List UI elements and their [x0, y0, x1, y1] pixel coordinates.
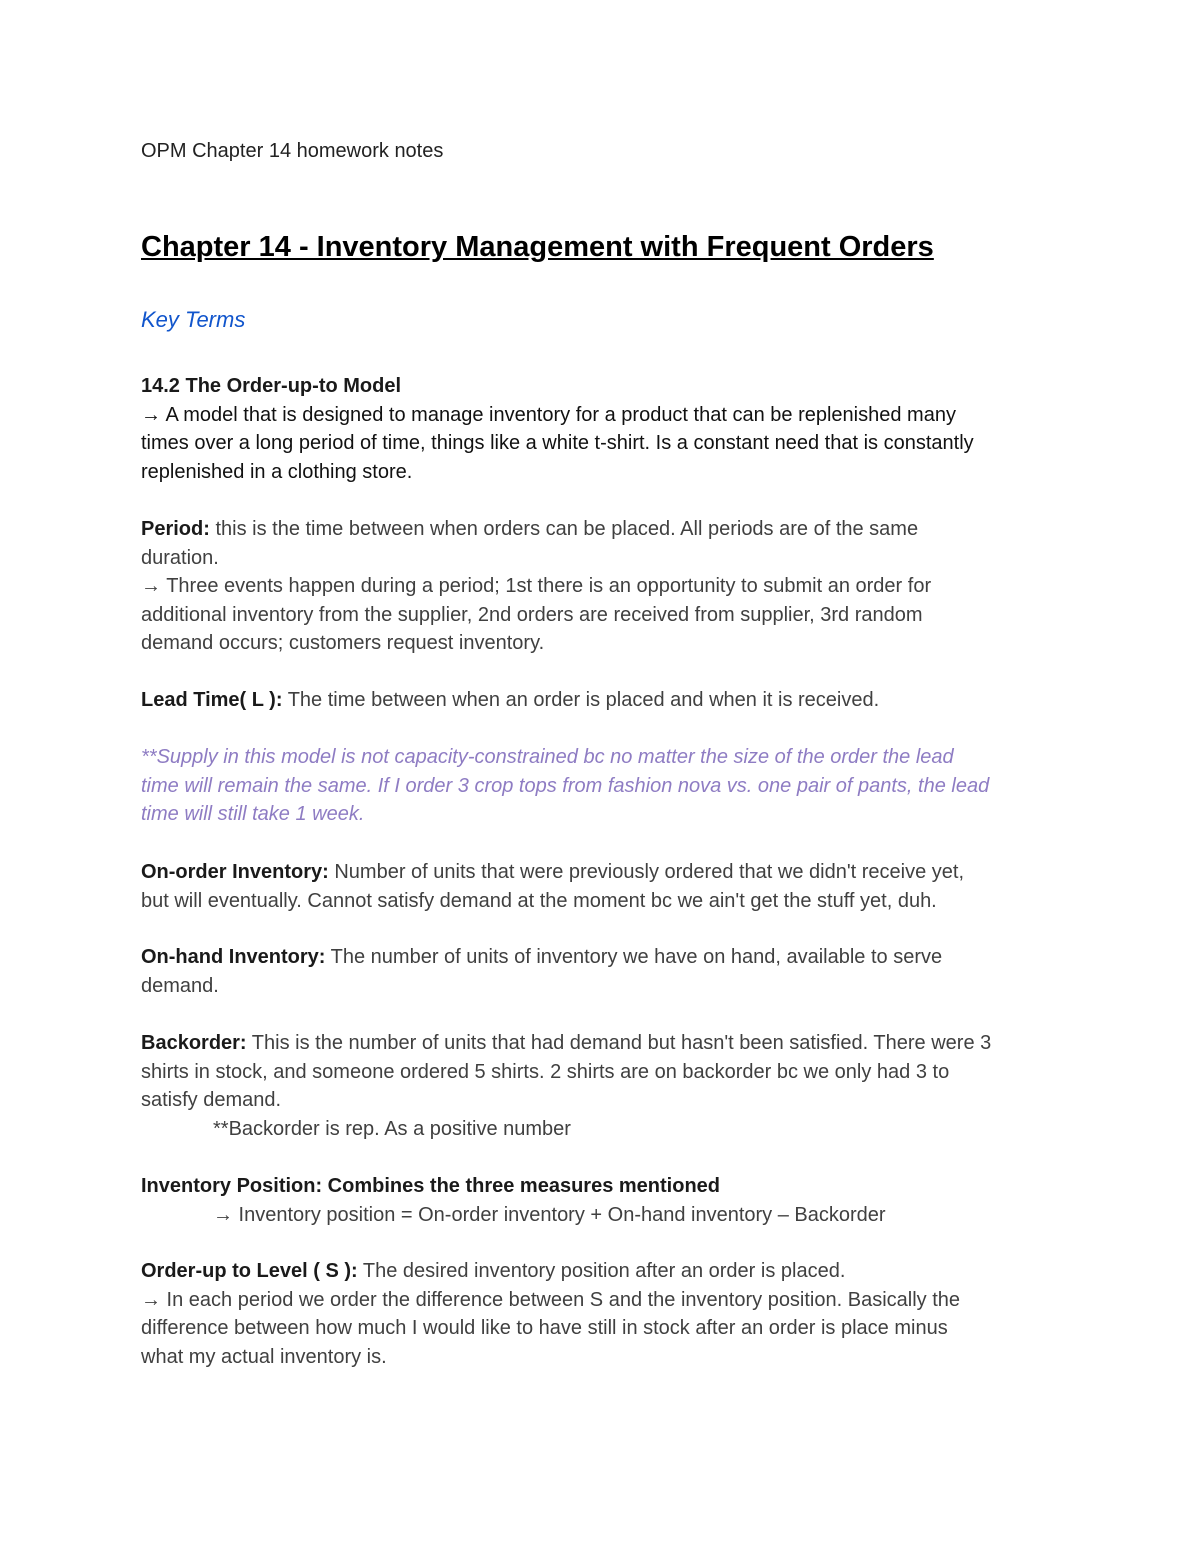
note-line: **Supply in this model is not capacity-constrained bc no matter the size of the order the lead: [141, 746, 954, 768]
paragraph-line: → In each period we order the difference between S and the inventory position. Basically the: [141, 1288, 961, 1311]
section-heading: 14.2 The Order-up-to Model: [141, 375, 402, 397]
term-on-hand-inventory: [141, 943, 942, 1000]
term-label: Order-up to Level ( S ):: [141, 1260, 358, 1282]
term-backorder: [141, 1029, 991, 1143]
formula-line: → Inventory position = On-order inventory + On-hand inventory – Backorder: [213, 1203, 886, 1226]
term-order-up-to-level: [141, 1257, 960, 1371]
term-line: [141, 1029, 991, 1058]
term-period: [141, 515, 931, 658]
paragraph-line: → A model that is designed to manage inventory for a product that can be replenished many: [141, 403, 956, 426]
term-definition: The number of units of inventory we have on hand, available to serve: [325, 946, 943, 968]
term-label: Backorder:: [141, 1032, 247, 1054]
document-title: Chapter 14 - Inventory Management with Frequent Orders: [141, 231, 934, 263]
paragraph-line: but will eventually. Cannot satisfy demand at the moment bc we ain't get the stuff yet, duh.: [141, 889, 937, 912]
paragraph-line: demand occurs; customers request inventory.: [141, 632, 545, 655]
paragraph-line: replenished in a clothing store.: [141, 460, 413, 483]
term-definition: Number of units that were previously ordered that we didn't receive yet,: [328, 861, 965, 883]
term-line: [141, 686, 879, 715]
paragraph-line: additional inventory from the supplier, 2nd orders are received from supplier, 3rd random: [141, 603, 923, 626]
note-line: time will remain the same. If I order 3 crop tops from fashion nova vs. one pair of pants, the lead: [141, 774, 990, 797]
paragraph-line: shirts in stock, and someone ordered 5 shirts. 2 shirts are on backorder bc we only had 3 to: [141, 1060, 950, 1083]
term-line: [141, 943, 942, 972]
note-line: time will still take 1 week.: [141, 803, 365, 826]
term-definition: this is the time between when orders can be placed. All periods are of the same: [209, 518, 919, 540]
paragraph-line: duration.: [141, 546, 219, 569]
supply-note: [141, 743, 989, 829]
term-label: Lead Time( L ):: [141, 689, 283, 711]
term-definition: The desired inventory position after an order is placed.: [357, 1260, 846, 1282]
paragraph-line: times over a long period of time, things like a white t-shirt. Is a constant need that is constantly: [141, 432, 974, 455]
term-label: On-order Inventory:: [141, 861, 329, 883]
term-definition: This is the number of units that had demand but hasn't been satisfied. There were 3: [246, 1032, 992, 1054]
indented-note: **Backorder is rep. As a positive number: [213, 1117, 571, 1140]
paragraph-line: → Three events happen during a period; 1st there is an opportunity to submit an order for: [141, 575, 932, 598]
paragraph-line: satisfy demand.: [141, 1089, 282, 1112]
term-definition: The time between when an order is placed and when it is received.: [282, 689, 880, 711]
term-line: [141, 515, 931, 544]
term-on-order-inventory: [141, 858, 964, 915]
section-order-up-to-model: [141, 372, 974, 486]
term-line: [141, 1257, 960, 1286]
term-line: [141, 858, 964, 887]
paragraph-line: what my actual inventory is.: [141, 1345, 387, 1368]
paragraph-line: demand.: [141, 974, 219, 997]
term-label: Period:: [141, 518, 210, 540]
document-header: OPM Chapter 14 homework notes: [141, 140, 444, 162]
term-label: On-hand Inventory:: [141, 946, 326, 968]
term-heading: Inventory Position: Combines the three measures mentioned: [141, 1175, 721, 1197]
key-terms-heading: Key Terms: [141, 307, 246, 332]
paragraph-line: difference between how much I would like to have still in stock after an order is place minus: [141, 1317, 948, 1340]
term-lead-time: [141, 686, 879, 715]
term-inventory-position: [141, 1172, 886, 1229]
